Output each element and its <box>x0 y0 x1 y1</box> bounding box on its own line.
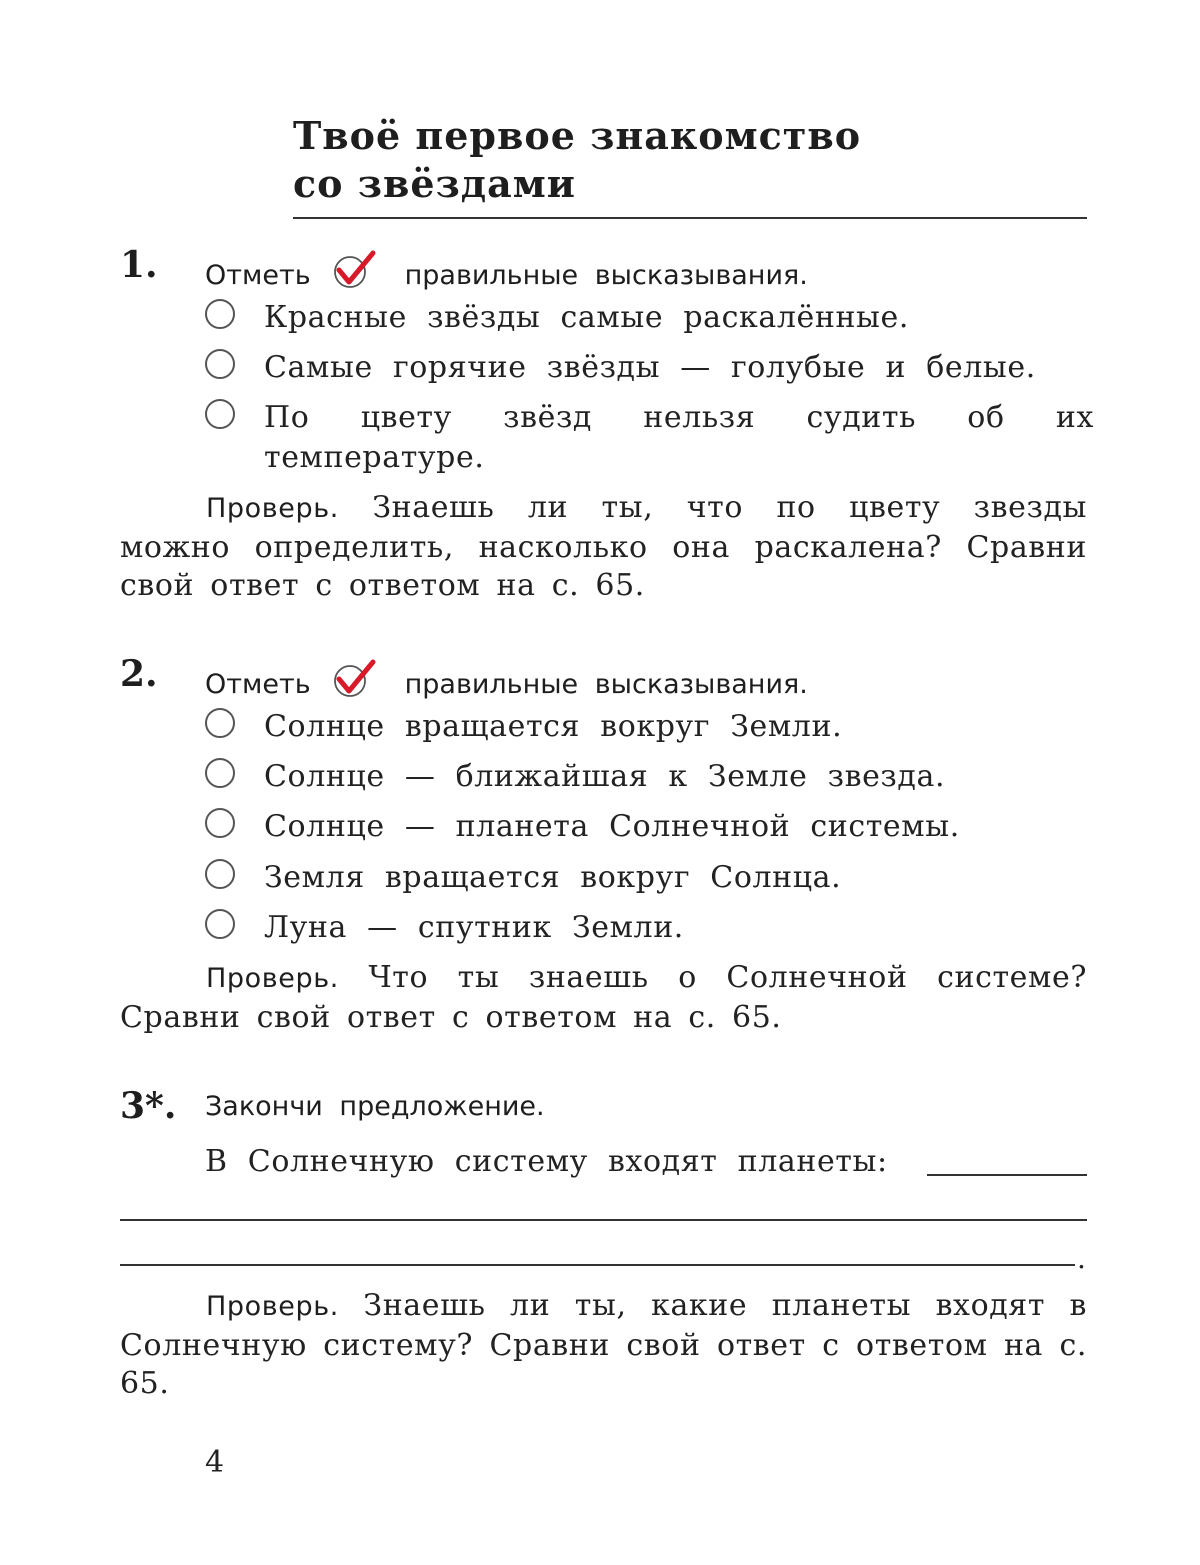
task-3-check-paragraph <box>120 1287 1087 1404</box>
empty-circle-icon[interactable] <box>205 909 235 939</box>
task-2-option[interactable] <box>205 757 1095 797</box>
task-1-instruction-verb: Отметь <box>205 260 311 291</box>
task-3-number: 3*. <box>120 1085 177 1127</box>
empty-circle-icon[interactable] <box>205 349 235 379</box>
task-1-option[interactable] <box>205 298 1095 338</box>
option-text: По цвету звёзд нельзя судить об их температуре. <box>264 400 1094 475</box>
task-1-option[interactable] <box>205 398 1095 478</box>
title-line-1: Твоё первое знакомство <box>293 113 862 158</box>
task-3-prompt: В Солнечную систему входят планеты: <box>205 1144 888 1179</box>
task-2-option[interactable] <box>205 858 1095 898</box>
check-text: Что ты знаешь о Солнечной системе? Сравни свой ответ с ответом на с. 65. <box>120 960 1087 1035</box>
page-title <box>293 112 1093 208</box>
option-text: Луна — спутник Земли. <box>264 910 684 945</box>
task-1-check-paragraph <box>120 489 1087 606</box>
check-label: Проверь. <box>206 963 339 994</box>
empty-circle-icon[interactable] <box>205 399 235 429</box>
task-2-check-paragraph <box>120 959 1087 1037</box>
task-3-instruction: Закончи предложение. <box>205 1091 545 1122</box>
check-in-circle-icon <box>333 250 377 290</box>
empty-circle-icon[interactable] <box>205 859 235 889</box>
task-1-number: 1. <box>120 244 158 286</box>
task-1-option[interactable] <box>205 348 1095 388</box>
check-text: Знаешь ли ты, что по цвету звезды можно определить, насколько она раскалена? Сравни свой ответ с ответом на с. 65. <box>120 490 1087 603</box>
answer-line[interactable] <box>120 1264 1075 1266</box>
option-text: Земля вращается вокруг Солнца. <box>264 860 842 895</box>
task-2-instruction <box>205 659 808 700</box>
title-line-2: со звёздами <box>293 161 576 206</box>
empty-circle-icon[interactable] <box>205 708 235 738</box>
task-2-option[interactable] <box>205 807 1095 847</box>
task-2-option[interactable] <box>205 707 1095 747</box>
empty-circle-icon[interactable] <box>205 299 235 329</box>
task-1-instruction <box>205 250 808 291</box>
empty-circle-icon[interactable] <box>205 758 235 788</box>
check-label: Проверь. <box>206 1291 339 1322</box>
option-text: Солнце — ближайшая к Земле звезда. <box>264 759 946 794</box>
task-2-number: 2. <box>120 653 158 695</box>
task-1-instruction-rest: правильные высказывания. <box>404 260 808 291</box>
answer-line[interactable] <box>927 1174 1087 1176</box>
answer-line[interactable] <box>120 1219 1087 1221</box>
check-in-circle-icon <box>333 659 377 699</box>
check-text: Знаешь ли ты, какие планеты входят в Солнечную систему? Сравни свой ответ с ответом на с. 65. <box>120 1288 1088 1401</box>
option-text: Солнце — планета Солнечной системы. <box>264 809 960 844</box>
task-2-instruction-rest: правильные высказывания. <box>404 669 808 700</box>
title-divider <box>293 217 1087 219</box>
task-2-option[interactable] <box>205 908 1095 948</box>
option-text: Красные звёзды самые раскалённые. <box>264 300 910 335</box>
option-text: Самые горячие звёзды — голубые и белые. <box>264 350 1036 385</box>
answer-end-mark: . <box>1077 1242 1086 1275</box>
task-2-instruction-verb: Отметь <box>205 669 311 700</box>
page-number: 4 <box>205 1445 225 1480</box>
check-label: Проверь. <box>206 493 339 524</box>
option-text: Солнце вращается вокруг Земли. <box>264 709 843 744</box>
empty-circle-icon[interactable] <box>205 808 235 838</box>
